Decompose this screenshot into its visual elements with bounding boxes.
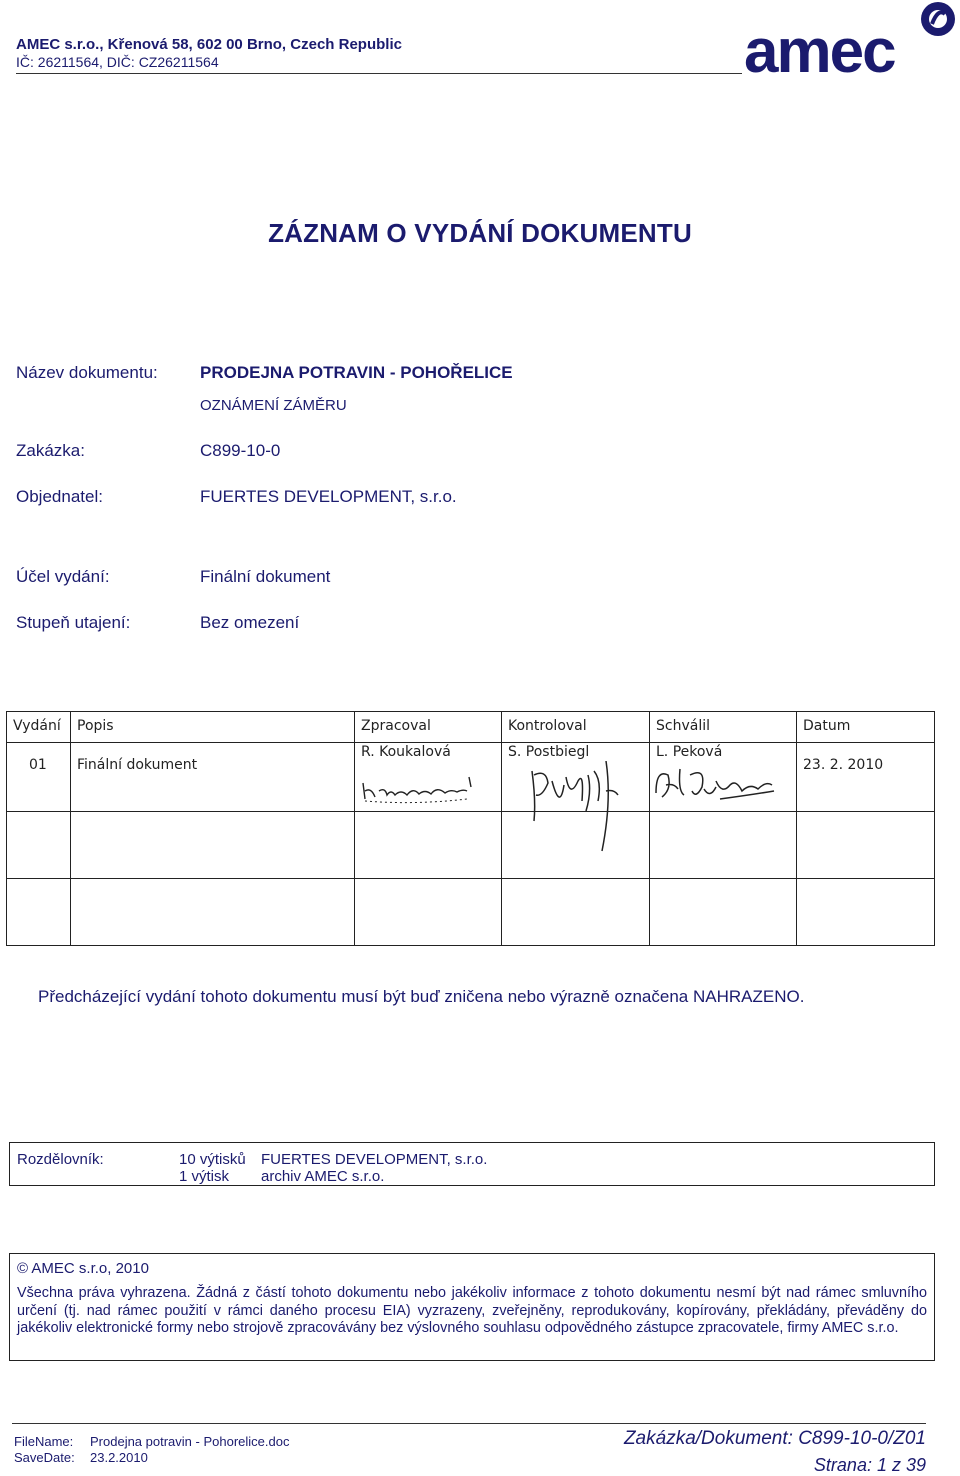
empty-cell bbox=[502, 879, 650, 946]
client-value: FUERTES DEVELOPMENT, s.r.o. bbox=[200, 487, 457, 506]
date-cell: 23. 2. 2010 bbox=[797, 743, 935, 812]
table-header-row bbox=[7, 712, 935, 743]
distribution-label: Rozdělovník: bbox=[17, 1151, 104, 1168]
order-value: C899-10-0 bbox=[200, 441, 281, 460]
copyright-heading: © AMEC s.r.o, 2010 bbox=[17, 1260, 149, 1277]
amec-logo bbox=[742, 0, 960, 80]
empty-cell bbox=[7, 879, 71, 946]
header-cell: Schválil bbox=[650, 712, 797, 743]
checked-cell: S. Postbiegl bbox=[502, 743, 650, 812]
empty-cell bbox=[650, 812, 797, 879]
client-label: Objednatel: bbox=[16, 487, 103, 506]
purpose-value: Finální dokument bbox=[200, 567, 331, 586]
doc-name-subtitle: OZNÁMENÍ ZÁMĚRU bbox=[200, 397, 347, 414]
empty-cell bbox=[797, 879, 935, 946]
issue-number-cell: 01 bbox=[7, 743, 71, 812]
secrecy-value: Bez omezení bbox=[200, 613, 300, 632]
distribution-row bbox=[179, 1151, 487, 1168]
issue-record-table bbox=[6, 711, 935, 946]
header-divider bbox=[16, 73, 742, 74]
secrecy-label: Stupeň utajení: bbox=[16, 613, 131, 632]
distribution-qty: 10 výtisků bbox=[179, 1151, 246, 1168]
order-label: Zakázka: bbox=[16, 441, 85, 460]
header-cell: Datum bbox=[797, 712, 935, 743]
header-cell: Kontroloval bbox=[502, 712, 650, 743]
filename-label: FileName: bbox=[14, 1434, 74, 1449]
company-ids: IČ: 26211564, DIČ: CZ26211564 bbox=[16, 54, 219, 70]
header-cell: Vydání bbox=[7, 712, 71, 743]
distribution-qty: 1 výtisk bbox=[179, 1168, 230, 1185]
copyright-box bbox=[9, 1253, 935, 1361]
empty-cell bbox=[71, 812, 355, 879]
distribution-box bbox=[9, 1142, 935, 1186]
supersede-note: Předcházející vydání tohoto dokumentu musí být buď zničena nebo výrazně označena NAHRAZENO. bbox=[38, 987, 805, 1006]
signature-koukalova bbox=[355, 761, 502, 811]
table-row bbox=[7, 743, 935, 812]
approved-cell: L. Peková bbox=[650, 743, 797, 812]
company-address: AMEC s.r.o., Křenová 58, 602 00 Brno, Czech Republic bbox=[16, 36, 402, 53]
distribution-recipient: archiv AMEC s.r.o. bbox=[261, 1168, 385, 1185]
document-title: ZÁZNAM O VYDÁNÍ DOKUMENTU bbox=[268, 218, 692, 248]
header-cell: Popis bbox=[71, 712, 355, 743]
doc-name-label: Název dokumentu: bbox=[16, 363, 158, 382]
empty-cell bbox=[797, 812, 935, 879]
footer-divider bbox=[12, 1423, 926, 1424]
signature-pekova bbox=[650, 761, 797, 811]
document-reference: Zakázka/Dokument: C899-10-0/Z01 bbox=[623, 1428, 926, 1449]
doc-name-value: PRODEJNA POTRAVIN - POHOŘELICE bbox=[200, 363, 513, 382]
empty-cell bbox=[71, 879, 355, 946]
empty-cell bbox=[7, 812, 71, 879]
savedate-label: SaveDate: bbox=[14, 1450, 75, 1465]
empty-cell bbox=[355, 812, 502, 879]
signature-postbiegl bbox=[502, 761, 650, 871]
table-row bbox=[7, 812, 935, 879]
copyright-text: Všechna práva vyhrazena. Žádná z částí tohoto dokumentu nebo jakékoliv informace z tohoto dokumentu nesmí být nad rámec smluvního určení (tj. nad rámec použití v rámci daného procesu EIA) vyzrazeny, zveřejněny, reprodukovány, kopírovány, překládány, převáděny do jakékoliv elektronické formy nebo strojově zpracovávány bez výslovného souhlasu odpovědného zástupce zpracovatele, firmy AMEC s.r.o. bbox=[17, 1285, 927, 1337]
distribution-recipient: FUERTES DEVELOPMENT, s.r.o. bbox=[261, 1151, 488, 1168]
description-cell: Finální dokument bbox=[71, 743, 355, 812]
distribution-row bbox=[179, 1168, 384, 1185]
savedate-value: 23.2.2010 bbox=[90, 1450, 148, 1465]
svg-text:amec: amec bbox=[744, 17, 895, 80]
page-number: Strana: 1 z 39 bbox=[813, 1455, 926, 1475]
prepared-cell: R. Koukalová bbox=[355, 743, 502, 812]
header-cell: Zpracoval bbox=[355, 712, 502, 743]
empty-cell bbox=[355, 879, 502, 946]
purpose-label: Účel vydání: bbox=[16, 567, 110, 586]
table-row bbox=[7, 879, 935, 946]
filename-value: Prodejna potravin - Pohorelice.doc bbox=[90, 1434, 290, 1449]
empty-cell bbox=[650, 879, 797, 946]
